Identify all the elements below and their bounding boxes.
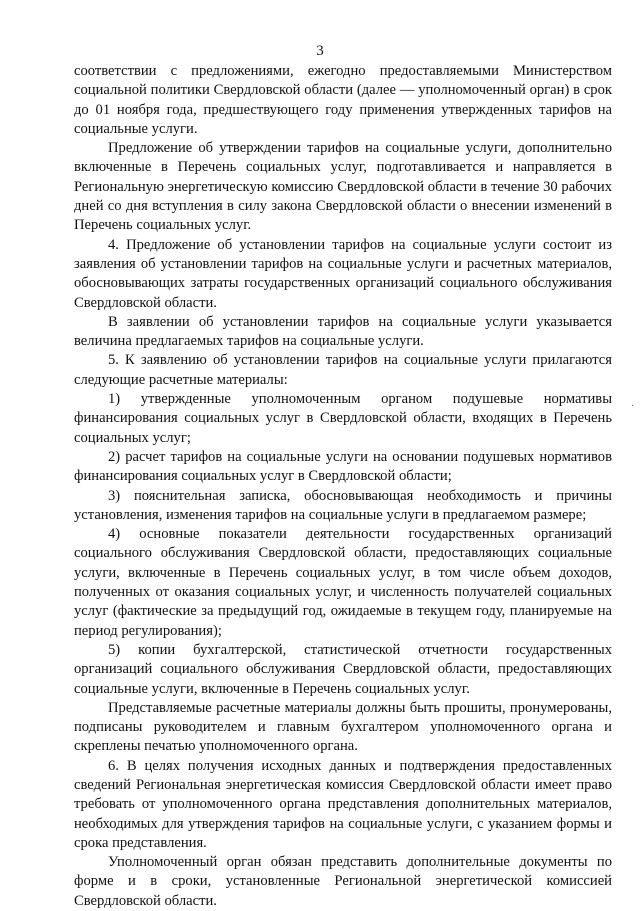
paragraph-application-value: В заявлении об установлении тарифов на социальные услуги указывается величина предлагаемых тарифов на социальные услуги. [74,313,612,350]
list-item-4: 4) основные показатели деятельности государственных организаций социального обслуживания Свердловской области, предоставляющих социальные услуги, включенные в Перечень социальных услуг, в том числе объем доходов, полученных от оказания социальных услуг, и численность получателей социальных услуг (фактические за предыдущий год, ожидаемые в текущем году, планируемые на период регулирования); [74,526,612,639]
paragraph-materials-requirements: Представляемые расчетные материалы должны быть прошиты, пронумерованы, подписаны руководителем и главным бухгалтером уполномоченного органа и скреплены печатью уполномоченного органа. [74,699,612,755]
document-body [74,62,612,911]
paragraph-obligation: Уполномоченный орган обязан представить дополнительные документы по форме и в сроки, установленные Региональной энергетической комиссией Свердловской области. [74,854,612,909]
list-item-1: 1) утвержденные уполномоченным органом подушевые нормативы финансирования социальных услуг в Свердловской области, входящих в Перечень социальных услуг; [74,391,612,446]
paragraph-continuation: соответствии с предложениями, ежегодно предоставляемыми Министерством социальной политики Свердловской области (далее — уполномоченный орган) в срок до 01 ноября года, предшествующего году применения утвержденных тарифов на социальные услуги. [74,63,612,137]
margin-mark: · [631,401,635,412]
paragraph-additional-tariffs: Предложение об утверждении тарифов на социальные услуги, дополнительно включенные в Перечень социальных услуг, подготавливается и направляется в Региональную энергетическую комиссию Свердловской области в течение 30 рабочих дней со дня вступления в силу закона Свердловской области о внесении изменений в Перечень социальных услуг. [74,140,612,234]
paragraph-item-4: 4. Предложение об установлении тарифов на социальные услуги состоит из заявления об установлении тарифов на социальные услуги и расчетных материалов, обосновывающих затраты государственных организаций социального обслуживания Свердловской области. [74,236,612,311]
list-item-5: 5) копии бухгалтерской, статистической отчетности государственных организаций социального обслуживания Свердловской области, предоставляющих социальные услуги, включенные в Перечень социальных услуг. [74,641,612,697]
list-item-3: 3) пояснительная записка, обосновывающая необходимость и причины установления, изменения тарифов на социальные услуги в предлагаемом размере; [74,487,612,523]
paragraph-item-6: 6. В целях получения исходных данных и подтверждения предоставленных сведений Региональная энергетическая комиссия Свердловской области имеет право требовать от уполномоченного органа представления дополнительных материалов, необходимых для утверждения тарифов на социальные услуги, с указанием формы и срока представления. [74,757,612,851]
paragraph-item-5: 5. К заявлению об установлении тарифов на социальные услуги прилагаются следующие расчетные материалы: [74,352,612,388]
page-number: 3 [316,43,324,59]
list-item-2: 2) расчет тарифов на социальные услуги на основании подушевых нормативов финансирования социальных услуг в Свердловской области; [74,448,612,485]
